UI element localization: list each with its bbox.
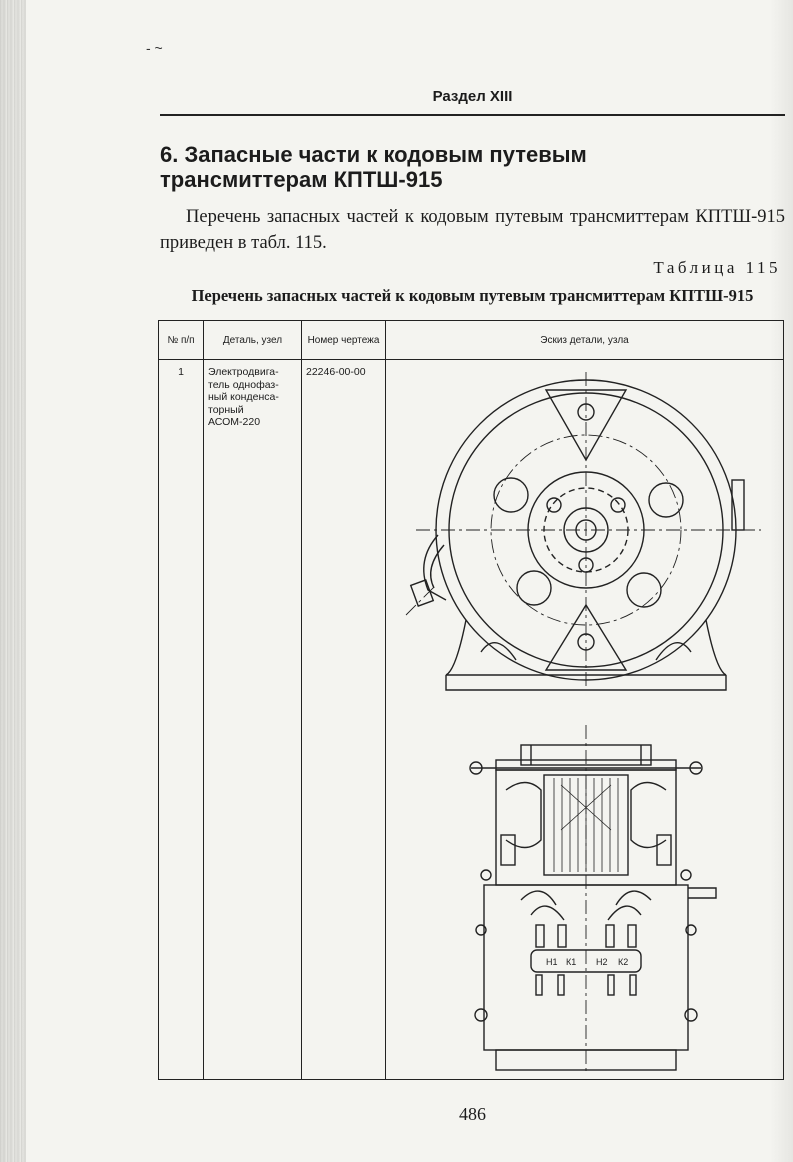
- terminal-label-k2: К2: [618, 957, 629, 967]
- row-drawing-number: 22246-00-00: [302, 360, 386, 1080]
- chapter-title: 6. Запасные части к кодовым путевым трансмиттерам КПТШ-915: [160, 142, 587, 192]
- terminal-label-h1: Н1: [546, 957, 558, 967]
- col-header-sketch: Эскиз детали, узла: [386, 321, 784, 360]
- row-part-name: Электродвига- тель однофаз- ный конденса- торный АСОМ-220: [204, 360, 302, 1080]
- stray-pen-mark: - ~: [146, 40, 163, 56]
- table-header-row: [159, 321, 784, 360]
- page-binding-edge: [0, 0, 26, 1162]
- intro-paragraph: Перечень запасных частей к кодовым путевым трансмиттерам КПТШ-915 приведен в табл. 115.: [160, 207, 785, 253]
- terminal-label-h2: Н2: [596, 957, 608, 967]
- motor-section-view: [470, 745, 716, 1070]
- table-caption: Перечень запасных частей к кодовым путевым трансмиттерам КПТШ-915: [191, 286, 754, 305]
- col-header-drawing: Номер чертежа: [302, 321, 386, 360]
- motor-sketch-drawing: [386, 360, 784, 1080]
- col-header-number: № п/п: [159, 321, 204, 360]
- page-number: 486: [459, 1104, 486, 1124]
- header-rule: [160, 114, 785, 116]
- row-number: 1: [159, 360, 204, 1080]
- spare-parts-table: [158, 320, 784, 1080]
- table-row: [159, 360, 784, 1080]
- col-header-part: Деталь, узел: [204, 321, 302, 360]
- motor-front-view: [411, 380, 744, 690]
- terminal-label-k1: К1: [566, 957, 577, 967]
- section-header: Раздел XIII: [432, 88, 513, 105]
- row-sketch-cell: [386, 360, 784, 1080]
- table-number-label: Таблица 115: [653, 258, 781, 277]
